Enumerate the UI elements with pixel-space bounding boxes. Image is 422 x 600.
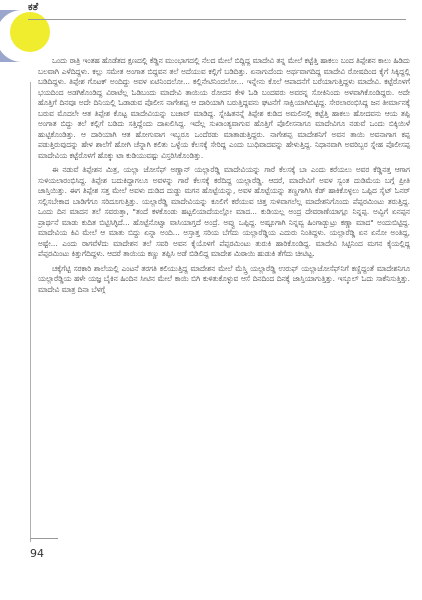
article-body	[38, 56, 410, 299]
paragraph-3: ಚಕ್ಕೆಗೆಟ್ಟಿ ಸರಕಾರಿ ಶಾಲೆಯಲ್ಲಿ ಎಂಟನೆ ತರಗತಿ ಕಲಿಯುತ್ತಿದ್ದ ಮಾದೇಶನ ಮೇಲೆ ಮೆಸ್ತ್ರಿ ಯಲ್ಲಾರೆಡ್ಡಿ ಉರುಫ್ ಯಲ್ಲಾಜೋಸೆಫ್‌ನಿಗೆ ಕಣ್ಣಿದ್ದಂತೆ ಮಾದೇಶನಿಗೂ ಯಲ್ಲಾರೆಡ್ಡಿಯ ಹಳೇ ಯಜ್ಞ ಬೈಕಿನ ಹಿಂದಿನ ಸೀಟಿನ ಮೇಲೆ ಕಾಯಿ ಬಿಗಿ ಕುಳಿತುಕೊಳ್ಳುವ ಆಸೆ ದಿನದಿಂದ ದಿನಕ್ಕೆ ಜಾಸ್ತಿಯಾಗುತ್ತಿತ್ತು. ಇಸ್ಕೂಲ್ ಓದು ಸಾಕೆನಿಸುತ್ತಿತ್ತು. ಮಾದೇವಿ ಮಾತ್ರ ದಿನಾ ಬೆಳಗ್ಗೆ	[38, 263, 410, 294]
paragraph-2: ಈ ನಡುವೆ ತಿಪ್ಪೇಶನ ಮಿತ್ರ, ಯಲ್ಲಾ ಜೋಸೆಫ್ ಅಣ್ಣಾನ್ ಯಲ್ಲಾರೆಡ್ಡಿ ಮಾದೇವಿಯನ್ನು ಗಾರೆ ಕೆಲಸಕ್ಕೆ ಬಾ ಎಂದು ಕರೆಯಲು ಅವರ ಕೆಡ್ಡಿನತ್ತ ಆಗಾಗ ಸುಳಿಯಲಾರಂಭಿಸಿದ್ದ. ತಿಪ್ಪೇಶ ಬದುಕಿದ್ದಾಗಲೂ ಅವಳನ್ನು ಗಾರೆ ಕೆಲಸಕ್ಕೆ ಕರೆದಿದ್ದ ಯಲ್ಲಾರೆಡ್ಡಿ. ಆದರೆ, ಮಾದೇವಿಗೆ ಅವಳ ಸ್ವಂತ ದುಡಿಮೆಯ ಬಗ್ಗೆ ಪ್ರೀತಿ ಜಾಸ್ತಿಯಿತ್ತು. ಈಗ ತಿಪ್ಪೇಶ ಸತ್ತ ಮೇಲೆ ಅವಳು ದುಡಿದ ದುಡ್ಡು ಮಗನ ಹೊಟ್ಟೆಯನ್ನು, ಅವಳ ಹೊಟ್ಟೆಯನ್ನು ತಣ್ಣಗಾಗಿಸಿ ಕೆಡ್ ಹಾಕಿಕೊಳ್ಳಲು ಒಪ್ಪಿದ ಸೈಟ್ ಓನರ್ ಸಲ್ಲಿಸಬೇಕಾದ ಬಾಡಿಗೆಗೂ ಸರಿದೂಗುತ್ತಿತ್ತು. ಯಲ್ಲಾರೆಡ್ಡಿ ಮಾದೇವಿಯನ್ನು ಕೂಲಿಗೆ ಕರೆಯುವ ಚಿತ್ತ ಸುಳಿವಾಗಲೆಲ್ಲ ಮಾದೇಶನಿಗೊಂದು ಪೆಪ್ಪರಮಿಂಟು ತರುತ್ತಿದ್ದ. ಒಂದು ದಿನ ಮಾದನ ತಲೆ ಸವರುತ್ತಾ, "ತಂದೆ ಕಳಕೊಂಡು ಹಟ್ಟಲಿಯಾದೆಯಲ್ಲೋ ಮಾದ... ಕುಡಿಯಲ್ಲ ಅಂದ್ರ ದೇವರಾಣೆಯಾಗ್ಲೂ ನಿನ್ನಪ್ಪ. ಅವ್ವಿಗೆ ಏನಪ್ಪನ ಪ್ರಾರ್ಥನೆ ಮಾಡು ಕುದಿತ ಬಿಟ್ಟಿಸಿಗ್ಳಿದೆ... ಹೊಟ್ಟೆನೊಟ್ವಾ ವಾಸಿಯಾಗ್ತದೆ ಅಂದ್ರೆ. ಅವ್ವು ಒಪ್ಪಿದ್ದ. ಅಷ್ಟೂಗಾಗಿ ನಿನ್ನವ್ವ ಹಿಂಗಾಡ್ಬುಟ್ರು ಕಣ್ಣಾ ಮಾದ" ಅಂದುಬಿಟ್ಟಿದ್ದ. ಮಾದೇವಿಯ ಕಿವಿ ಮೇಲೆ ಆ ಮಾತು ಬಿದ್ದು ಏನ್ನಾ ಅಂದಿ... ಅಸ್ತಾತ್ತ ಸರಿಯ ಬೆಗೆದು ಯಲ್ಲಾರೆಡ್ಡಿಯ ಎದುರು ನಿಂತಿದ್ದಳು. ಯಲ್ಲಾರೆಡ್ಡಿ ಏನ ಏನೋ ಅಂತಿದ್ದ, ಅಷ್ಟೇ... ಎಂದು ರಾಗವೆಳೆದು ಮಾದೇಶನ ತಲೆ ಸವರಿ ಅವನ ಕೈಯೊಳಗೆ ಪೆಪ್ಪರಮಿಂಟು ತುರುಕಿ ಹಾರಿಕೊಂಡಿದ್ದ. ಮಾದೇವಿ ಸಿಟ್ಟಿನಿಂದ ಮಗನ ಕೈಯಲ್ಲಿದ್ದ ಪೆಪ್ಪರಮಿಂಟು ಕಿತ್ತುಗೆದಿದ್ದಳು. ಆದರೆ ತಾಯಿಯ ಕಣ್ಣು ತಪ್ಪಿಸಿ ಅಡೆ ಬಿಡಿಲಿದ್ದ ಮಾದೇಶ ಮಿಠಾಯಿ ಹುಡುಕಿ ತೆಗೆದು ಚೀಟಿಟ್ಟ.	[38, 165, 410, 258]
page-number-rule	[30, 538, 58, 539]
header-rule	[28, 19, 406, 20]
section-title: ಕತೆ	[28, 2, 39, 13]
paragraph-1: ಒಂದು ರಾತ್ರಿ ಇಂತಹ ಹೊಡೆತದ ಕ್ಷಣದಲ್ಲಿ ಕೆಡ್ಡಿನ ಮುಂಭಾಗದಲ್ಲಿ ನೆಲದ ಮೇಲೆ ಬಿದ್ದಿದ್ದ ಮಾದೇವಿ ತನ್ನ ಮೇಲೆ ಕಟ್ಟೆತ್ತಿ ಹಾಕಲು ಬಂದ ತಿಪ್ಪೇಶನ ಕಾಲು ಹಿಡಿದು ಬಲವಾಗಿ ಎಳೆದಿದ್ದಳು. ಕಲ್ಲು ಸಮೇತ ಅಂಗಾತ ಬಿದ್ದವನ ತಲೆ ಅದೆಯುವ ಕಲ್ಲಿಗೆ ಬಡಿದಿತ್ತು. ಏನಾಗುದೆಂದು ಅರ್ಥವಾಗದಿದ್ದ ಮಾದೇವಿ ರೋಷದಿಂದ ಕೈಗೆ ಸಿಕ್ಕಿದ್ದಲ್ಲಿ ಬಡಿದಿದ್ದಳು. ತಿಪ್ಪೇಶ ಗೊಟಕ್ ಅಂದಿದ್ದು ಅವಳ ಏಟಿನಿಂದಲೋ... ಕಲ್ಲಿನೇಟಿನಿಂದಲೋ... ಇನ್ನೇನು ಕೊಲೆ ಆಪಾದನೆಗೆ ಬರೆಯಾಗುತ್ತಿದ್ದಳು ಮಾದೇವಿ. ಕಟ್ಟೆರೊಳಗೆ ಭಯದಿಂದ ಅಡಗಿಕೊಂಡಿದ್ದ ವಿರಾಟೆಲ್ಲ ಓಡಿಬಂದು ಮಾದೇವಿ ತಾಯಿಯ ರೋದನ ಕೇಳಿ ಓಡಿ ಬಂದವರು ಅವರನ್ನ ಸೋಕಿನಿಂದು ಅಳವಾಗಿಕೊಂಡಿದ್ದರು. ಅದೇ ಹೊತ್ತಿಗೆ ದಿನವೂ ಅದೇ ದಿನಿಯಲ್ಲಿ ಓಡಾಡುವ ಪೊಲೀಸ ನಾಗೇಶಪ್ಪ ಆ ದಾರಿಯಾಗಿ ಬರುತ್ತಿದ್ದವನು ಘಟನೆಗೆ ಸಾಕ್ಷಿಯಾಗಿಬಿಟ್ಟಿದ್ದ. ಸೇರಲಾರಂಭಿಸಿದ್ದ ಜನ ತೀರ್ಮಾನಕ್ಕೆ ಬರುವ ಮೊದಲೇ ಆತ ತಿಪ್ಪೇಶ ಕೊಟ್ಟ ಮಾದೇವಿಯನ್ನು ಬಚಾವ್ ಮಾಡಿದ್ದ. ಸ್ನೇಹಿತನನ್ನೆ ತಿಪ್ಪೇಶ ಕುಡಿದ ಅಮಲಿನಲ್ಲಿ ಕಟ್ಟೆತ್ತಿ ಹಾಕಲು ಹೋದವನು ಆಯ ತಪ್ಪಿ ಅಂಗಾತ ಬಿದ್ದು ತಲೆ ಕಲ್ಲಿಗೆ ಬಡಿದು ಸತ್ತಿದ್ದೆಂದು ದಾಖಲಿಸಿದ್ದ. ಇದೆಲ್ಲ ಸುಖಾಂತ್ಯವಾಗುವ ಹೊತ್ತಿಗೆ ಪೊಲೀಸನಾಗೂ ಮಾದೇವಿಗೂ ನಡುವೆ ಒಂದು ಬಿಕ್ಕಿಯಿಳೆ ಹುಟ್ಟಿಕೊಂಡಿತ್ತು. ಆ ದಾರಿಯಾಗಿ ಆತ ಹೋಗುವಾಗ ಇಬ್ಬರೂ ಒಂದೆರಡು ಮಾತಾಡುತ್ತಿದ್ದರು. ನಾಗೇಶಪ್ಪ ಮಾದೇಶನಿಗೆ ಅವನ ತಾಯಿ ಅವನಾಗಾಗ ಕಪ್ಪ ಪಡುತ್ತಿರುವುದನ್ನು ಹೇಳ ಶಾಲೆಗೆ ಹೋಗಿ ಚೆನ್ನಾಗಿ ಕಲಿತು ಒಳ್ಳೆಯ ಕೆಲಸಕ್ಕೆ ಸೇರಿದ್ದ ಎಂದು ಬುಧಿವಾದವನ್ನು ಹೇಳುತ್ತಿದ್ದ. ನಿಧಾನವಾಗಿ ಅವರಿಬ್ಬರ ಸ್ನೇಹ ಪೊಲೀಸಪ್ಪ ಮಾದೇವಿಯ ಕಟ್ಟೆರೊಳಗೆ ಹೊಕ್ಕು ಟಾ ಕುಡಿಯುವಷ್ಟು ವಿಸ್ತರಿಸಿಕೊಂಡಿತ್ತು.	[38, 56, 410, 160]
page-number: 94	[30, 547, 44, 560]
yellow-circle-decoration	[10, 12, 50, 52]
left-margin-rule	[30, 82, 31, 542]
